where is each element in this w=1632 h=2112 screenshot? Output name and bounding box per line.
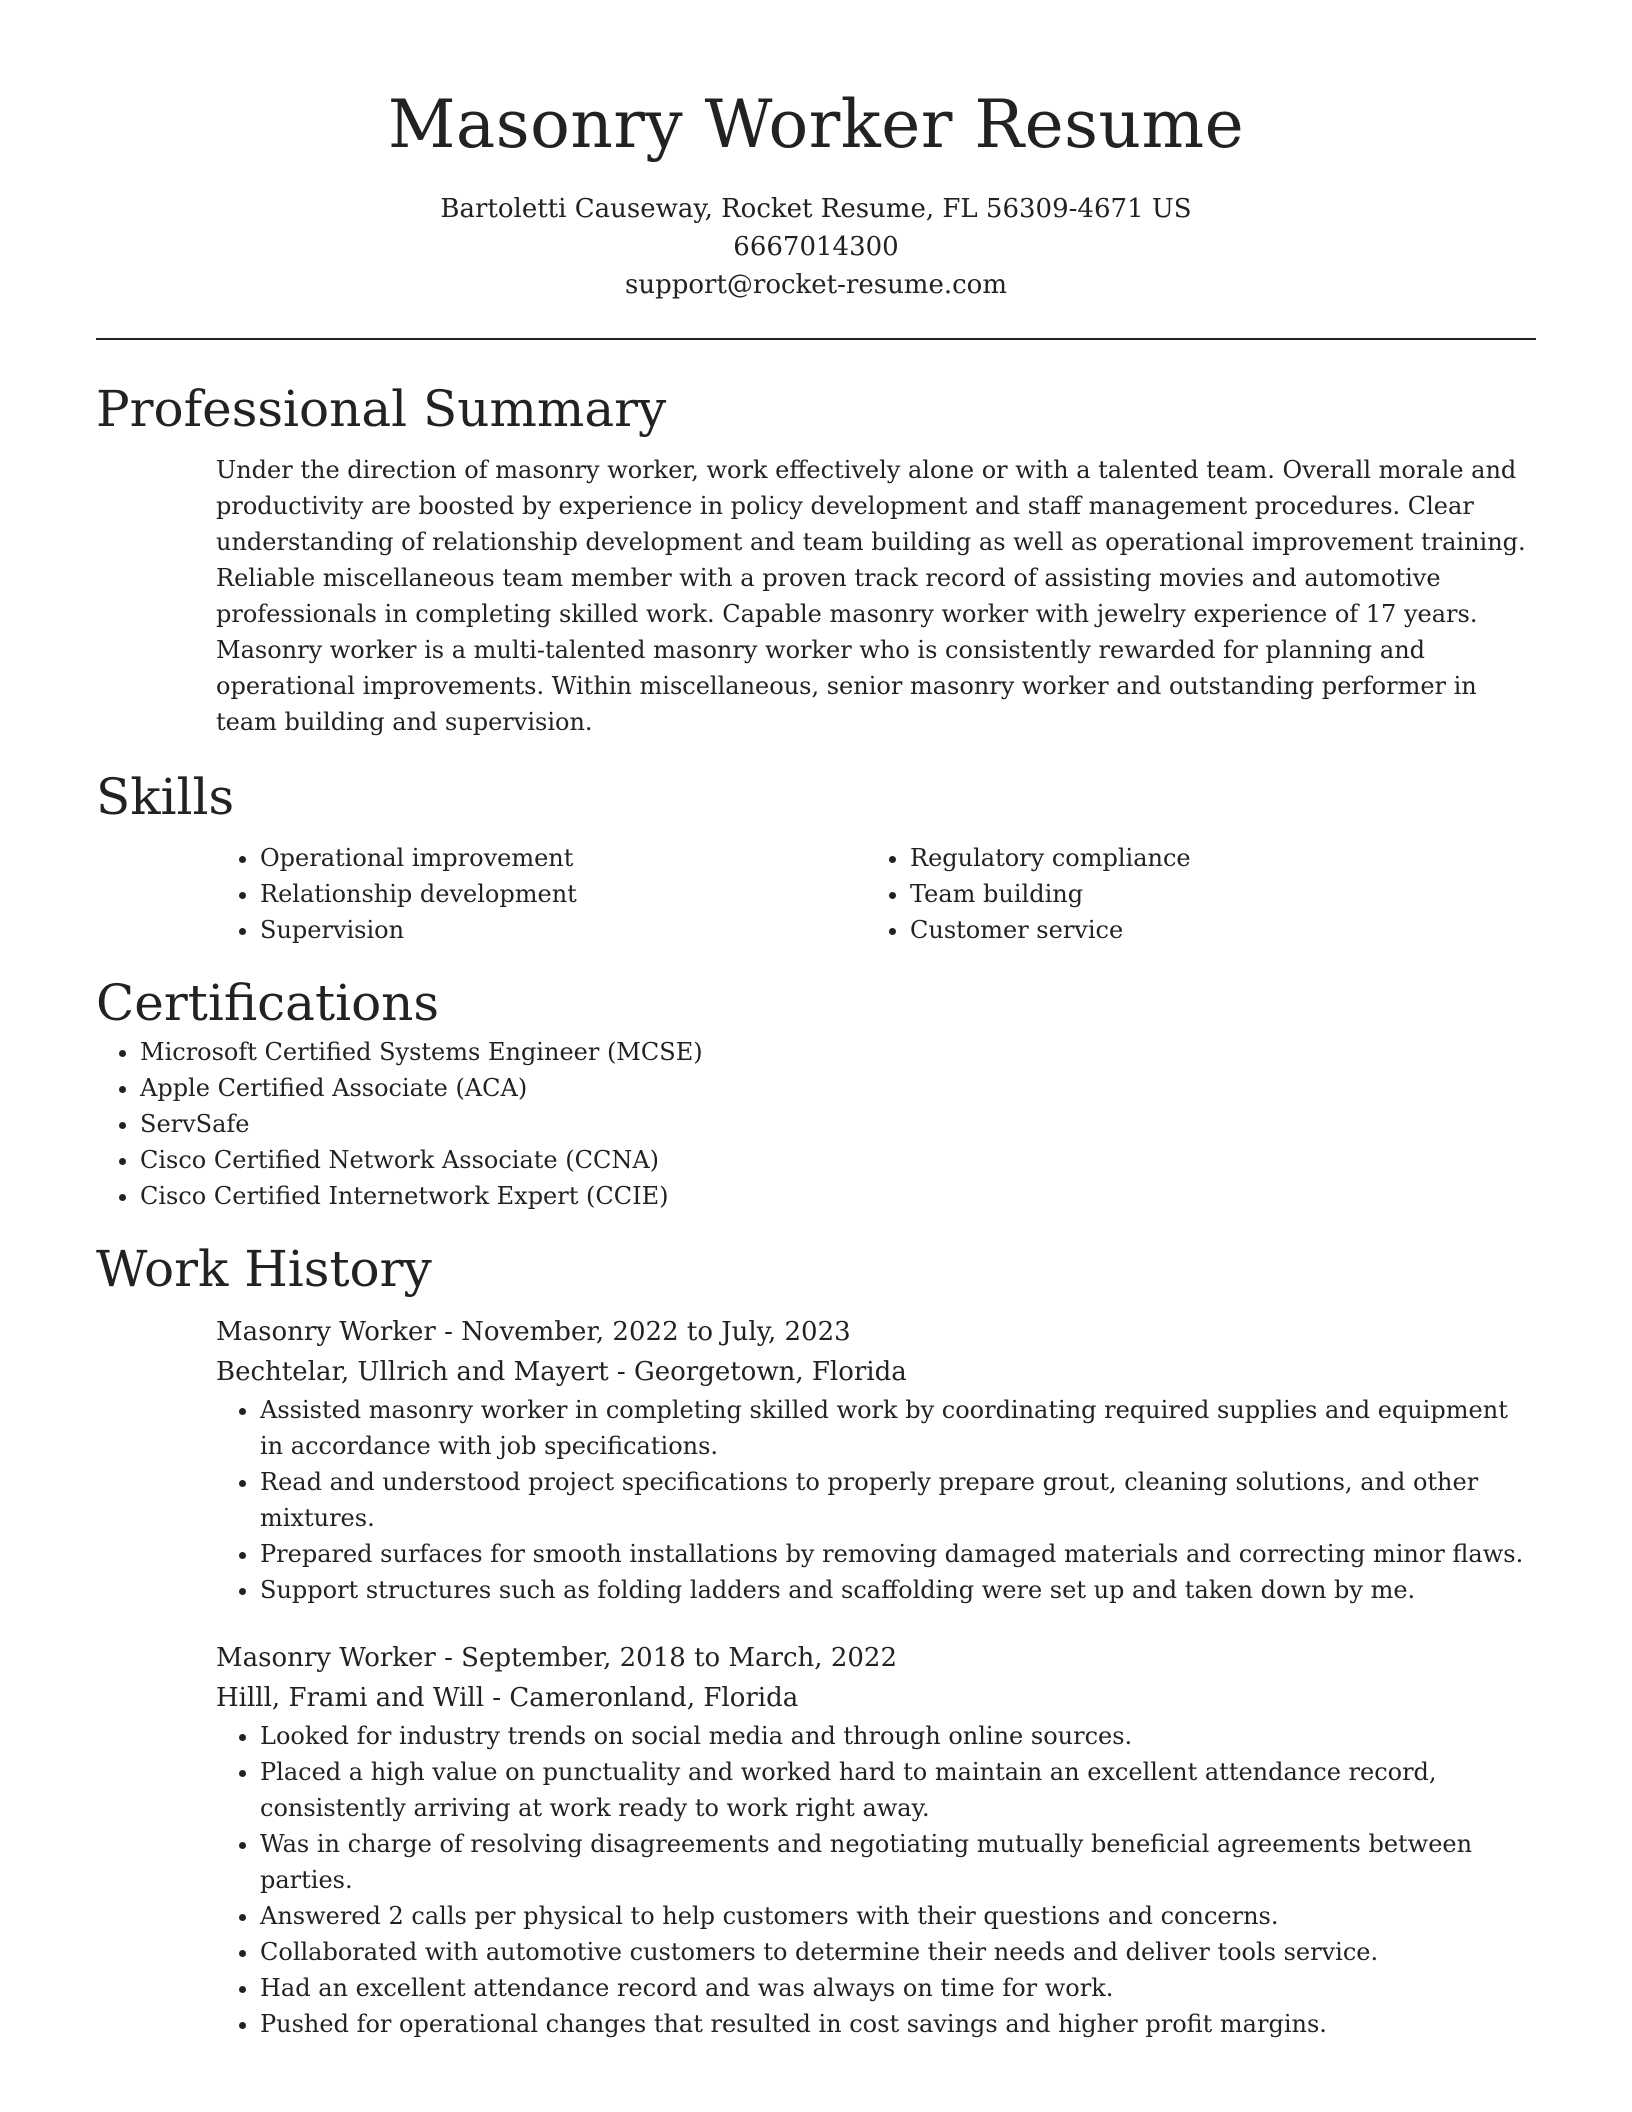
resume-header bbox=[96, 0, 1536, 304]
job-duty-item: • Was in charge of resolving disagreements and negotiating mutually beneficial agreements between parties. bbox=[260, 1826, 1536, 1898]
skills-grid bbox=[216, 840, 1536, 948]
job-duty-item: • Looked for industry trends on social media and through online sources. bbox=[260, 1718, 1536, 1754]
job-title-line: Masonry Worker - September, 2018 to March, 2022 bbox=[216, 1643, 897, 1673]
job-duty-item: • Placed a high value on punctuality and worked hard to maintain an excellent attendance record, consistently arriving at work ready to work right away. bbox=[260, 1754, 1536, 1826]
job-duty-item: • Answered 2 calls per physical to help customers with their questions and concerns. bbox=[260, 1898, 1536, 1934]
job-duties-list bbox=[216, 1392, 1536, 1608]
certifications-heading: Certifications bbox=[96, 974, 440, 1032]
skills-list-left bbox=[216, 840, 866, 948]
professional-summary-section bbox=[96, 378, 1536, 740]
certification-item: • Apple Certified Associate (ACA) bbox=[140, 1070, 1536, 1106]
job-duty-item: • Collaborated with automotive customers to determine their needs and deliver tools service. bbox=[260, 1934, 1536, 1970]
certification-item: • Microsoft Certified Systems Engineer (MCSE) bbox=[140, 1034, 1536, 1070]
job-company-line: Bechtelar, Ullrich and Mayert - Georgetown, Florida bbox=[216, 1357, 907, 1387]
skill-item: • Team building bbox=[910, 876, 1536, 912]
skills-section bbox=[96, 766, 1536, 948]
contact-phone: 6667014300 bbox=[733, 232, 899, 262]
job-duty-item: • Prepared surfaces for smooth installations by removing damaged materials and correcting minor flaws. bbox=[260, 1536, 1536, 1572]
certifications-section bbox=[96, 972, 1536, 1214]
job-duties-list bbox=[216, 1718, 1536, 2042]
resume-title: Masonry Worker Resume bbox=[387, 86, 1245, 163]
certifications-list bbox=[96, 1034, 1536, 1214]
contact-email[interactable]: support@rocket-resume.com bbox=[624, 270, 1007, 300]
job-title-line: Masonry Worker - November, 2022 to July, 2023 bbox=[216, 1317, 851, 1347]
job-entry bbox=[216, 1312, 1536, 1608]
job-duty-item: • Had an excellent attendance record and was always on time for work. bbox=[260, 1970, 1536, 2006]
certification-item: • ServSafe bbox=[140, 1106, 1536, 1142]
job-duty-item: • Assisted masonry worker in completing skilled work by coordinating required supplies and equipment in accordance with job specifications. bbox=[260, 1392, 1536, 1464]
skill-item: • Relationship development bbox=[260, 876, 866, 912]
work-history-heading: Work History bbox=[96, 1240, 432, 1298]
summary-text: Under the direction of masonry worker, work effectively alone or with a talented team. Overall morale and productivity are boosted by experience in policy development and staff management procedures. Clear understanding of relationship development and team building as well as operational improvement training. Reliable miscellaneous team member with a proven track record of assisting movies and automotive professionals in completing skilled work. Capable masonry worker with jewelry experience of 17 years. Masonry worker is a multi-talented masonry worker who is consistently rewarded for planning and operational improvements. Within miscellaneous, senior masonry worker and outstanding performer in team building and supervision. bbox=[216, 456, 1526, 736]
certification-item: • Cisco Certified Internetwork Expert (CCIE) bbox=[140, 1178, 1536, 1214]
certification-item: • Cisco Certified Network Associate (CCNA) bbox=[140, 1142, 1536, 1178]
header-divider bbox=[96, 338, 1536, 340]
contact-info bbox=[96, 190, 1536, 304]
job-duty-item: • Support structures such as folding ladders and scaffolding were set up and taken down by me. bbox=[260, 1572, 1536, 1608]
skill-item: • Customer service bbox=[910, 912, 1536, 948]
job-duty-item: • Read and understood project specifications to properly prepare grout, cleaning solutions, and other mixtures. bbox=[260, 1464, 1536, 1536]
job-company-line: Hilll, Frami and Will - Cameronland, Florida bbox=[216, 1683, 799, 1713]
skill-item: • Regulatory compliance bbox=[910, 840, 1536, 876]
skills-heading: Skills bbox=[96, 768, 235, 826]
contact-address: Bartoletti Causeway, Rocket Resume, FL 56309-4671 US bbox=[440, 194, 1192, 224]
job-entry bbox=[216, 1638, 1536, 2042]
work-history-section bbox=[96, 1238, 1536, 2042]
job-duty-item: • Pushed for operational changes that resulted in cost savings and higher profit margins. bbox=[260, 2006, 1536, 2042]
skill-item: • Supervision bbox=[260, 912, 866, 948]
skill-item: • Operational improvement bbox=[260, 840, 866, 876]
skills-list-right bbox=[866, 840, 1536, 948]
summary-heading: Professional Summary bbox=[96, 380, 667, 438]
